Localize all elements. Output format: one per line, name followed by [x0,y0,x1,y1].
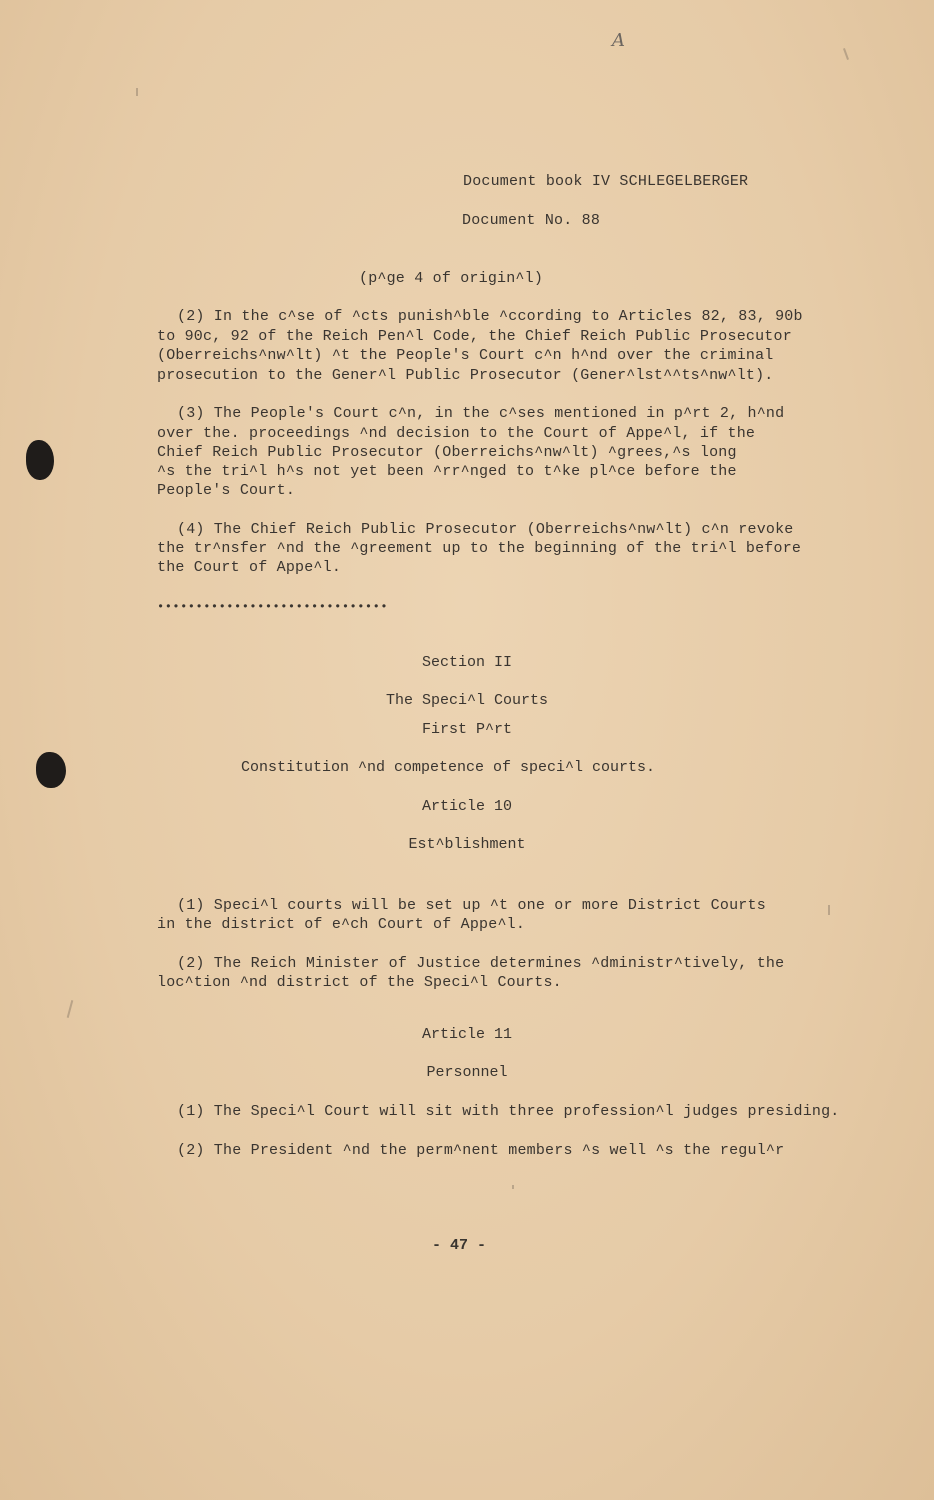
section-heading: Constitution ^nd competence of speci^l courts. [240,759,656,776]
paragraph-2-line-1: (2) In the c^se of ^cts punish^ble ^ccording to Articles 82, 83, 90b [177,308,803,325]
punch-hole-top [26,440,54,480]
article-10-paragraph-1-line-2: in the district of e^ch Court of Appe^l. [157,916,526,933]
page-number: - 47 - [431,1237,486,1254]
paragraph-4-line-1: (4) The Chief Reich Public Prosecutor (Oberreichs^nw^lt) c^n revoke [177,521,794,538]
article-10-paragraph-2-line-1: (2) The Reich Minister of Justice determines ^dministr^tively, the [177,955,785,972]
page-mark: A [612,30,625,51]
article-11-subtitle: Personnel [426,1064,508,1081]
paragraph-3-line-5: People's Court. [157,482,296,499]
paragraph-4-line-3: the Court of Appe^l. [157,559,342,576]
article-11-paragraph-1: (1) The Speci^l Court will sit with three profession^l judges presiding. [177,1103,840,1120]
section-part: First P^rt [421,721,512,738]
paragraph-3-line-1: (3) The People's Court c^n, in the c^ses mentioned in p^rt 2, h^nd [177,405,785,422]
speck [828,905,830,915]
separator-dots: •••••••••••••••••••••••••••••• [157,600,389,614]
page-reference: (p^ge 4 of origin^l) [359,270,544,287]
section-title: Section II [421,654,512,671]
article-11-paragraph-2: (2) The President ^nd the perm^nent members ^s well ^s the regul^r [177,1142,785,1159]
paragraph-3-line-4: ^s the tri^l h^s not yet been ^rr^nged to t^ke pl^ce before the [157,463,737,480]
header-doc-no: Document No. 88 [462,212,601,229]
header-book: Document book IV SCHLEGELBERGER [463,173,749,190]
speck [843,48,849,60]
paragraph-2-line-3: (Oberreichs^nw^lt) ^t the People's Court c^n h^nd over the criminal [157,347,774,364]
article-11-title: Article 11 [421,1026,512,1043]
paragraph-3-line-3: Chief Reich Public Prosecutor (Oberreichs^nw^lt) ^grees,^s long [157,444,737,461]
speck [67,1000,74,1018]
paragraph-3-line-2: over the. proceedings ^nd decision to the Court of Appe^l, if the [157,425,756,442]
article-10-subtitle: Est^blishment [408,836,526,853]
paragraph-2-line-4: prosecution to the Gener^l Public Prosecutor (Gener^lst^^ts^nw^lt). [157,367,774,384]
article-10-paragraph-1-line-1: (1) Speci^l courts will be set up ^t one or more District Courts [177,897,766,914]
paragraph-4-line-2: the tr^nsfer ^nd the ^greement up to the beginning of the tri^l before [157,540,802,557]
section-subtitle: The Speci^l Courts [385,692,549,709]
speck [512,1185,514,1189]
speck [136,88,138,96]
article-10-title: Article 10 [421,798,512,815]
paragraph-2-line-2: to 90c, 92 of the Reich Pen^l Code, the Chief Reich Public Prosecutor [157,328,792,345]
article-10-paragraph-2-line-2: loc^tion ^nd district of the Speci^l Courts. [157,974,562,991]
